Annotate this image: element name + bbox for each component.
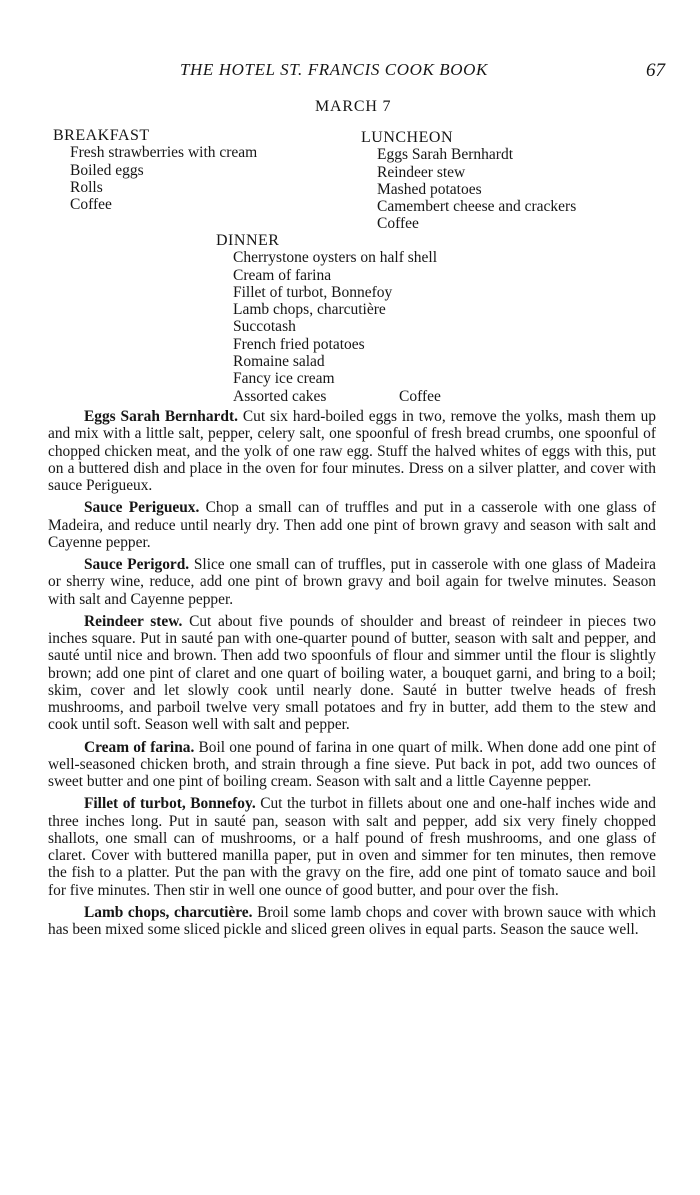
recipe-title: Eggs Sarah Bernhardt. [84, 408, 238, 425]
recipe-body: Cut the turbot in fillets about one and one-half inches wide and three inches long. Put in sauté pan, season with salt and pepper, add six very finely chopped shallots, one small can of mushrooms, or a half pound of fresh mushrooms, and one glass of claret. Cover with buttered manilla paper, put in oven and simmer for ten minutes, then remove the fish to a platter. Put the pan with the gravy on the fire, add one pint of tomato sauce and boil for five minutes. Then stir in well one ounce of good butter, and pour over the fish. [48, 795, 656, 899]
menu-item-last-row [216, 387, 441, 405]
menu-item: Fresh strawberries with cream [70, 144, 258, 162]
recipe-title: Cream of farina. [84, 738, 195, 756]
recipe-paragraph [48, 556, 656, 608]
menu-item: Mashed potatoes [377, 180, 482, 198]
recipe-title: Sauce Perigord. [84, 556, 190, 573]
recipe-paragraph [48, 408, 656, 494]
recipe-paragraph [48, 904, 656, 939]
running-title: THE HOTEL ST. FRANCIS COOK BOOK [180, 60, 488, 79]
menu-item: French fried potatoes [233, 335, 365, 353]
menu-item: Boiled eggs [70, 161, 144, 179]
menu-item: Lamb chops, charcutière [233, 301, 386, 319]
menu-item: Cream of farina [233, 266, 332, 284]
recipe-body: Slice one small can of truffles, put in casserole with one glass of Madeira or sherry wine, reduce, add one pint of brown gravy and boil again for twelve minutes. Season with salt and Cayenne pepper. [48, 556, 656, 608]
breakfast-heading: BREAKFAST [53, 127, 150, 144]
menu-item: Camembert cheese and crackers [377, 198, 577, 216]
recipe-title: Reindeer stew. [84, 612, 183, 630]
recipe-title: Fillet of turbot, Bonnefoy. [84, 795, 256, 813]
recipe-paragraph [48, 739, 656, 791]
menu-item: Cherrystone oysters on half shell [233, 249, 438, 267]
luncheon-menu [361, 129, 576, 233]
menu-item: Fillet of turbot, Bonnefoy [233, 283, 393, 301]
recipe-title: Lamb chops, charcutière. [84, 903, 253, 921]
dinner-heading: DINNER [216, 232, 280, 249]
recipe-paragraph [48, 795, 656, 899]
menu-item: Coffee [377, 215, 419, 233]
menu-item-inline: Coffee [399, 387, 441, 405]
menu-item: Coffee [70, 196, 112, 214]
recipe-title: Sauce Perigueux. [84, 499, 200, 517]
luncheon-heading: LUNCHEON [361, 129, 453, 146]
recipe-body: Broil some lamb chops and cover with brown sauce with which has been mixed some sliced pickle and sliced green olives in equal parts. Season the sauce well. [48, 903, 656, 938]
recipe-body: Cut six hard-boiled eggs in two, remove the yolks, mash them up and mix with a little salt, pepper, celery salt, one spoonful of fresh bread crumbs, one spoonful of chopped chicken meat, and the yolk of one raw egg. Stuff the halved whites of eggs with this, put on a buttered dish and place in the oven for four minutes. Dress on a silver platter, and cover with sauce Perigueux. [48, 408, 656, 494]
recipe-paragraph [48, 613, 656, 734]
page-number: 67 [646, 60, 665, 81]
breakfast-menu [53, 127, 257, 213]
menu-item: Assorted cakes [233, 387, 327, 405]
recipe-body: Boil one pound of farina in one quart of milk. When done add one pint of well-seasoned chicken broth, and strain through a fine sieve. Put back in pot, add two ounces of sweet butter and one pint of boiling cream. Season with salt and a little Cayenne pepper. [48, 738, 656, 790]
recipe-body: Chop a small can of truffles and put in a casserole with one glass of Madeira, and reduce until nearly dry. Then add one pint of brown gravy and season with salt and Cayenne pepper. [48, 499, 656, 551]
menu-item: Eggs Sarah Bernhardt [377, 146, 514, 164]
recipe-paragraph [48, 499, 656, 551]
menu-item: Romaine salad [233, 353, 325, 371]
menu-item: Rolls [70, 178, 103, 196]
menu-date: MARCH 7 [315, 98, 392, 115]
menu-item: Reindeer stew [377, 163, 466, 181]
menu-item: Succotash [233, 318, 296, 336]
menu-item: Fancy ice cream [233, 370, 335, 388]
dinner-menu [216, 232, 441, 405]
recipe-body: Cut about five pounds of shoulder and breast of reindeer in pieces two inches square. Put in sauté pan with one-quarter pound of butter, season with salt and pepper, and sauté until nice and brown. Then add two spoonfuls of flour and simmer until the flour is slightly brown; add one pint of claret and one quart of boiling water, a bouquet garni, and bring to a boil; skim, cover and let slowly cook until nearly done. Sauté in butter twelve heads of fresh mushrooms, and parboil twelve very small potatoes and fry in butter, add them to the stew and cook until soft. Season well with salt and pepper. [48, 612, 656, 734]
recipe-section [48, 408, 656, 943]
